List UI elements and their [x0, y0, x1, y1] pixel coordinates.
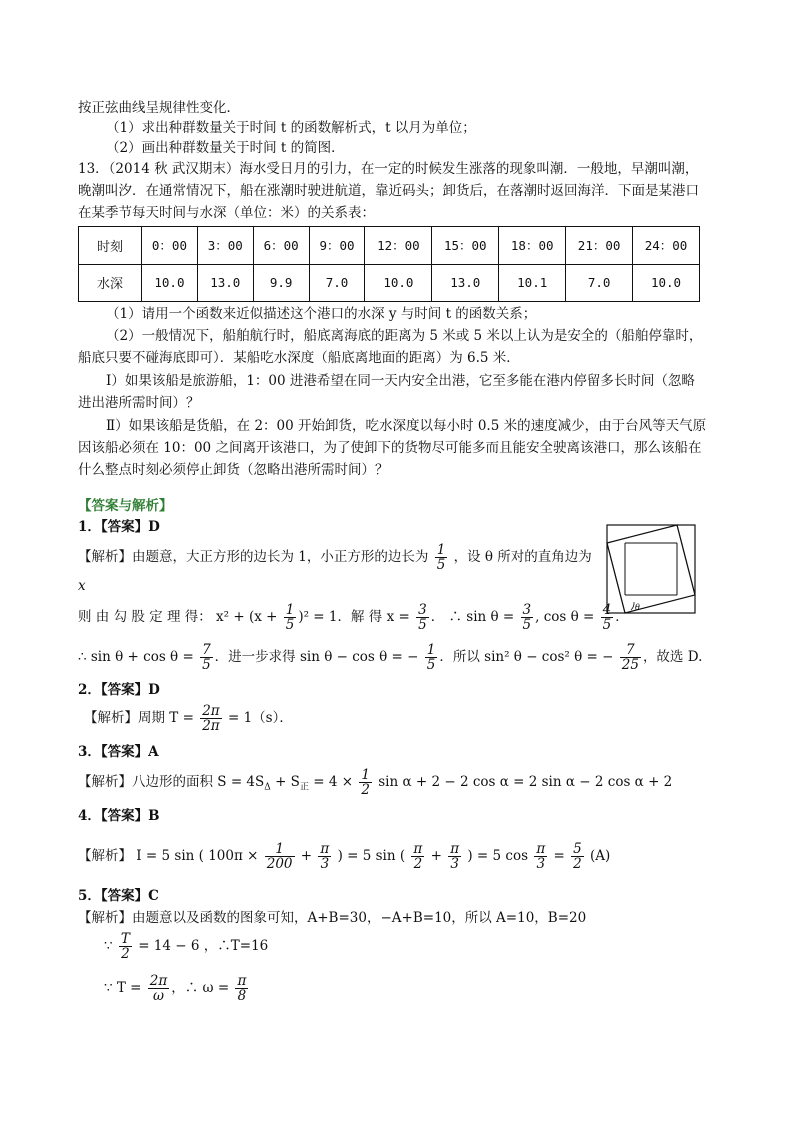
table-header-depth: 水深	[79, 264, 142, 302]
answers-heading: 【答案与解析】	[78, 498, 173, 514]
answer-2: 2．【答案】D	[78, 682, 160, 698]
part-ii-line1: Ⅱ）如果该船是货船，在 2：00 开始卸货，吃水深度以每小时 0.5 米的速度减少，由于台风等天气原	[106, 418, 707, 434]
table-cell: 24：00	[633, 227, 700, 265]
table-row-depth	[79, 264, 700, 302]
answer-3-explanation: 【解析】八边形的面积 $S = 4S_\Delta + S_正 = 4$ × $\frac{1}{2}$ sin α + 2 − 2 cos α = 2 sin α − 2 cos α + 2	[78, 767, 673, 798]
table-cell: 13.0	[432, 264, 499, 302]
answer-3: 3．【答案】A	[78, 744, 159, 760]
answer-5-period: ∵ $\frac{T}{2}$ = 14 − 6 ，∴T=16	[104, 931, 269, 962]
tide-table	[78, 226, 700, 302]
answer-2-explanation: 【解析】周期 T = $\frac{2\pi}{2\pi}$ = 1（s）．	[84, 703, 293, 734]
table-cell: 9.9	[253, 264, 309, 302]
part-ii-line2: 因该船必须在 10：00 之间离开该港口，为了使卸下的货物尽可能多而且能安全驶离该港口，那么该船在	[78, 440, 702, 456]
sin-cos-line: ∴ sin θ + cos θ = $\frac{7}{5}$ ．进一步求得 sin θ − cos θ = − $\frac{1}{5}$ ．所以 sin² θ − cos² θ = − $\frac{7}{25}$ ，故选 D.	[78, 642, 703, 673]
table-cell: 15：00	[432, 227, 499, 265]
table-cell: 10.1	[499, 264, 566, 302]
table-cell: 10.0	[365, 264, 432, 302]
problem-13-line2: 晚潮叫汐．在通常情况下，船在涨潮时驶进航道，靠近码头；卸货后，在落潮时返回海洋．下面是某港口	[78, 183, 699, 199]
answer-4: 4．【答案】B	[78, 808, 160, 824]
fraction-one-fifth: $\frac{1}{5}$	[436, 542, 446, 573]
answer-5-explanation: 【解析】由题意以及函数的图象可知，A+B=30，−A+B=10，所以 A=10，B=20	[78, 910, 587, 926]
answer-5-omega: ∵ T = $\frac{2\pi}{\omega}$ ，∴ ω = $\frac{\pi}{8}$	[104, 973, 247, 1004]
part-i-line1: Ⅰ）如果该船是旅游船，1：00 进港希望在同一天内安全出港，它至多能在港内停留多长时间（忽略	[106, 373, 695, 389]
table-row-time	[79, 227, 700, 265]
answer-4-explanation: 【解析】 I = 5 sin ( 100π × $\frac{1}{200}$ + $\frac{\pi}{3}$ ) = 5 sin ( $\frac{\pi}{2}$ + $\frac{\pi}{3}$ ) = 5 cos $\frac{\pi}{3}$ = $\frac{5}{2}$ (A)	[78, 841, 611, 872]
intro-line: 按正弦曲线呈规律性变化．	[78, 100, 240, 116]
part-i-line2: 进出港所需时间）？	[78, 395, 200, 411]
question-2: （2）画出种群数量关于时间 t 的简图．	[106, 140, 345, 156]
table-cell: 6：00	[253, 227, 309, 265]
theta-label: θ	[635, 603, 640, 612]
explanation-text: ，设 θ 所对的直角边为	[453, 549, 592, 565]
table-cell: 7.0	[309, 264, 365, 302]
table-cell: 12：00	[365, 227, 432, 265]
table-cell: 0：00	[142, 227, 198, 265]
answer-5: 5．【答案】C	[78, 888, 159, 904]
table-cell: 10.0	[633, 264, 700, 302]
pythagoras-line: 则 由 勾 股 定 理 得： x² + (x + $\frac{1}{5}$ )² = 1．解 得 x = $\frac{3}{5}$ ． ∴ sin θ = $\frac{3}{5}$ , cos θ = $\frac{4}{5}$ ．	[78, 602, 629, 633]
variable-x: x	[78, 578, 86, 594]
table-cell: 3：00	[197, 227, 253, 265]
table-cell: 9：00	[309, 227, 365, 265]
sub-question-2a: （2）一般情况下，船舶航行时，船底离海底的距离为 5 米或 5 米以上认为是安全的（船舶停靠时，	[106, 328, 703, 344]
table-cell: 18：00	[499, 227, 566, 265]
answer-1: 1．【答案】D	[78, 519, 160, 535]
explanation-text: 【解析】由题意，大正方形的边长为 1，小正方形的边长为	[78, 549, 429, 565]
sub-question-1: （1）请用一个函数来近似描述这个港口的水深 y 与时间 t 的函数关系；	[106, 306, 537, 322]
table-cell: 13.0	[197, 264, 253, 302]
table-header-time: 时刻	[79, 227, 142, 265]
sub-question-2b: 船底只要不碰海底即可）．某船吃水深度（船底离地面的距离）为 6.5 米．	[78, 350, 520, 366]
problem-13-line1: 13．（2014 秋 武汉期末）海水受日月的引力，在一定的时候发生涨落的现象叫潮．一般地，早潮叫潮，	[78, 161, 699, 177]
table-cell: 7.0	[566, 264, 633, 302]
question-1: （1）求出种群数量关于时间 t 的函数解析式，t 以月为单位；	[106, 120, 476, 136]
part-ii-line3: 什么整点时刻必须停止卸货（忽略出港所需时间）？	[78, 462, 389, 478]
table-cell: 10.0	[142, 264, 198, 302]
problem-13-line3: 在某季节每天时间与水深（单位：米）的关系表：	[78, 205, 375, 221]
table-cell: 21：00	[566, 227, 633, 265]
answer-1-explanation	[78, 543, 592, 572]
